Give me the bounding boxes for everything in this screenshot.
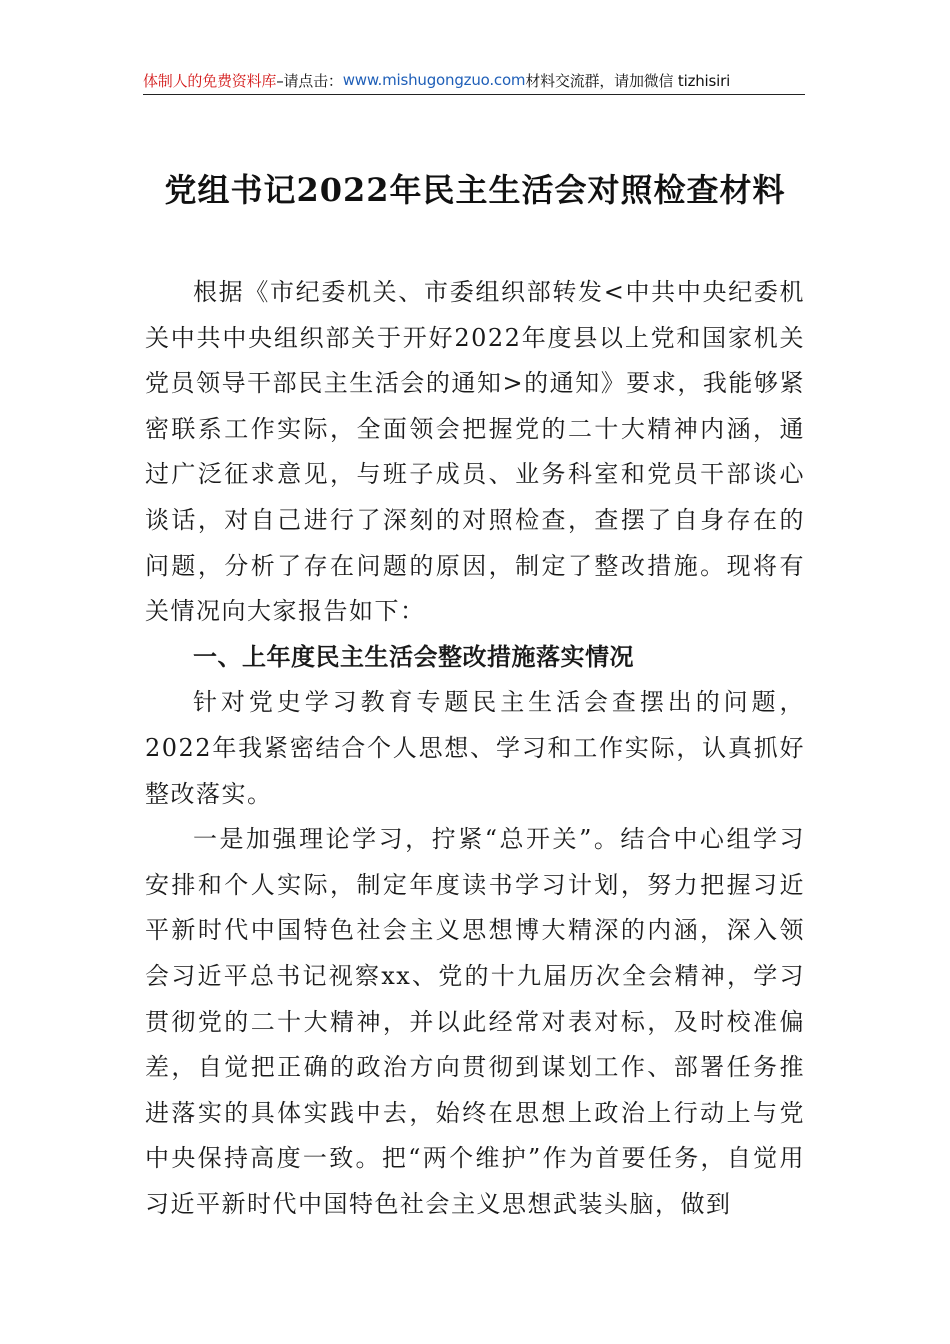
document-body — [145, 270, 805, 1227]
point-paragraph: 一是加强理论学习，拧紧“总开关”。结合中心组学习安排和个人实际，制定年度读书学习计划，努力把握习近平新时代中国特色社会主义思想博大精深的内涵，深入领会习近平总书记视察xx、党的十九届历次全会精神，学习贯彻党的二十大精神，并以此经常对表对标，及时校准偏差，自觉把正确的政治方向贯彻到谋划工作、部署任务推进落实的具体实践中去，始终在思想上政治上行动上与党中央保持高度一致。把“两个维护”作为首要任务，自觉用习近平新时代中国特色社会主义思想武装头脑，做到 — [145, 825, 805, 1218]
header-contact-text: 材料交流群，请加微信 tizhisiri — [525, 71, 731, 90]
section-paragraph: 针对党史学习教育专题民主生活会查摆出的问题，2022年我紧密结合个人思想、学习和工作实际，认真抓好整改落实。 — [145, 688, 805, 808]
header-prompt: –请点击： — [276, 71, 343, 90]
header-site-name: 体制人的免费资料库 — [143, 71, 277, 90]
section-heading: 一、上年度民主生活会整改措施落实情况 — [193, 642, 634, 671]
header-url-link[interactable]: www.mishugongzuo.com — [342, 71, 526, 89]
document-title: 党组书记2022年民主生活会对照检查材料 — [164, 171, 786, 209]
page-header — [143, 66, 805, 95]
intro-paragraph: 根据《市纪委机关、市委组织部转发<中共中央纪委机关中共中央组织部关于开好2022年度县以上党和国家机关党员领导干部民主生活会的通知>的通知》要求，我能够紧密联系工作实际，全面领会把握党的二十大精神内涵，通过广泛征求意见，与班子成员、业务科室和党员干部谈心谈话，对自己进行了深刻的对照检查，查摆了自身存在的问题，分析了存在问题的原因，制定了整改措施。现将有关情况向大家报告如下： — [145, 278, 805, 626]
